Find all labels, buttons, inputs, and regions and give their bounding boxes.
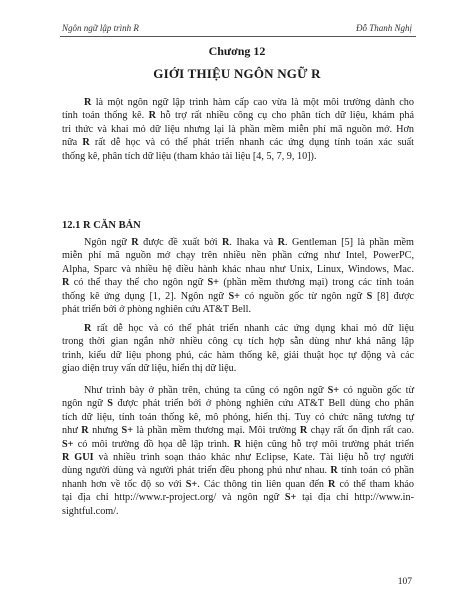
paragraph-line: Ngôn ngữ R được đề xuất bởi R. Ihaka và R. Gentleman [5] là phần mềm	[84, 237, 414, 248]
paragraph-line: S+ có môi trường đồ họa dễ lập trình. R hiện cũng hỗ trợ môi trường phát triển	[62, 438, 414, 450]
intro-paragraph	[62, 96, 414, 163]
paragraph-1	[62, 236, 414, 316]
intro-line: nữa R rất dễ học và có thể phát triển nhanh các ứng dụng tính toán xác suất	[62, 137, 415, 149]
paragraph-line: tại địa chỉ http://www.r-project.org/ và ngôn ngữ S+ tại địa chỉ http://www.in-	[62, 492, 414, 504]
paragraph-line: như R nhưng S+ là phần mềm thương mại. Môi trường R chạy rất ổn định rất cao.	[62, 425, 414, 437]
paragraph-line: Như trình bày ở phần trên, chúng ta cũng có ngôn ngữ S+ có nguồn gốc từ	[84, 385, 415, 396]
paragraph-line: R GUI và nhiều trình soạn thảo khác như Eclipse, Kate. Tài liệu hỗ trợ người	[62, 452, 414, 464]
paragraph-line: miễn phí mã nguồn mở chạy trên nhiều nền phần cứng như Intel, PowerPC,	[62, 250, 414, 262]
paragraph-2	[62, 322, 414, 376]
paragraph-line: tích dữ liệu, tính toán thống kê, mô phỏng, hiển thị. Tuy có chức năng tương tự	[62, 411, 414, 423]
paragraph-3	[62, 384, 414, 518]
chapter-number: Chương 12	[208, 44, 266, 58]
intro-line: thống kê, phân tích dữ liệu (tham khảo tài liệu [4, 5, 7, 9, 10]).	[62, 150, 317, 162]
page-number: 107	[397, 577, 412, 587]
paragraph-line: trong thời gian ngắn nhờ nhiều công cụ tích hợp sẵn dùng như khả năng lập	[62, 336, 414, 348]
paragraph-line: thống kê ứng dụng [1, 2]. Ngôn ngữ S+ có nguồn gốc từ ngôn ngữ S [8] được	[62, 290, 414, 302]
paragraph-line: dùng người dùng và người phát triển đều phong phú như nhau. R tính toán có phần	[62, 465, 414, 477]
paragraph-line: R có thể thay thế cho ngôn ngữ S+ (phần mềm thương mại) trong các tính toán	[62, 277, 414, 289]
paragraph-line: phát triển bởi ở phòng nghiên cứu AT&T Bell.	[62, 304, 251, 316]
intro-line: tri thức và khai mỏ dữ liệu nhưng lại là phần mềm miễn phí mã nguồn mở. Hơn	[62, 123, 414, 135]
paragraph-line: sightful.com/.	[62, 505, 119, 517]
intro-line: R là một ngôn ngữ lập trình hàm cấp cao vừa là một môi trường dành cho	[84, 97, 414, 108]
header-rule	[60, 36, 416, 37]
paragraph-line: ngôn ngữ S được phát triển bởi ở phòng nghiên cứu AT&T Bell dùng cho phân	[62, 398, 414, 410]
running-header-title: Ngôn ngữ lập trình R	[62, 23, 139, 33]
paragraph-line: nhanh hơn về tốc độ so với S+. Các thông tin liên quan đến R có thể tham khảo	[62, 478, 414, 490]
intro-line: tính toán thống kê. R hỗ trợ rất nhiều công cụ cho phân tích dữ liệu, khám phá	[62, 110, 414, 122]
paragraph-line: trình, kiểu dữ liệu phong phú, các hàm thống kê, giải thuật học tự động và các	[62, 349, 414, 361]
section-heading: 12.1 R CĂN BẢN	[62, 220, 141, 231]
paragraph-line: R rất dễ học và có thể phát triển nhanh các ứng dụng khai mỏ dữ liệu	[84, 323, 414, 334]
running-header-author: Đỗ Thanh Nghị	[355, 23, 412, 33]
paragraph-line: Alpha, Sparc và nhiều hệ điều hành khác nhau như Unix, Linux, Windows, Mac.	[62, 263, 414, 275]
chapter-title: GIỚI THIỆU NGÔN NGỮ R	[153, 66, 321, 81]
paragraph-line: giao diện truy vấn dữ liệu, hiển thị dữ liệu.	[62, 363, 237, 375]
